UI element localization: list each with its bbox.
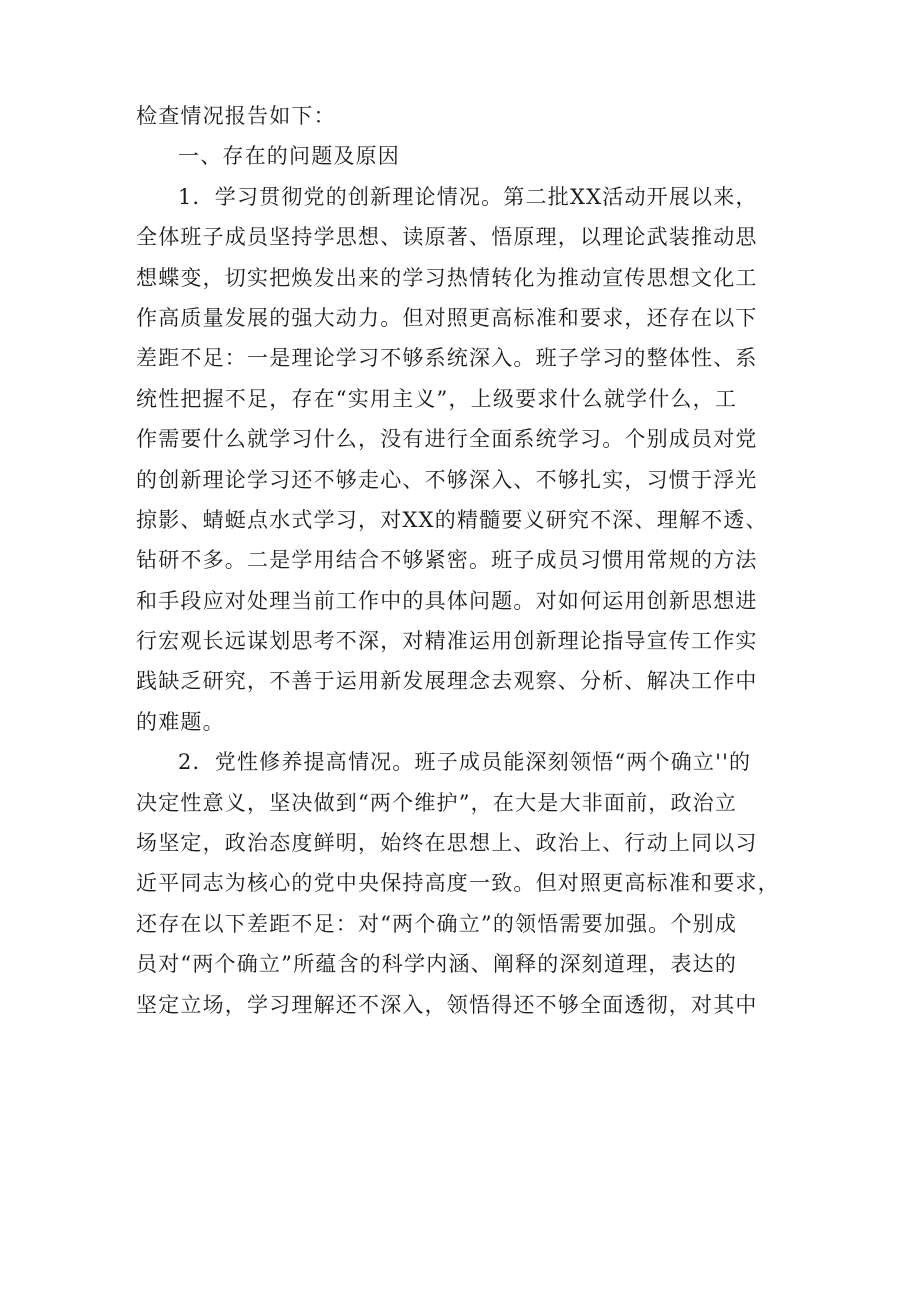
text-line: 掠影、蜻蜓点水式学习，对XX的精髓要义研究不深、理解不透、: [136, 507, 768, 532]
text-line: 的创新理论学习还不够走心、不够深入、不够扎实，习惯于浮光: [136, 467, 758, 492]
text-line: 作高质量发展的强大动力。但对照更高标准和要求，还存在以下: [136, 305, 758, 330]
text-line: 决定性意义，坚决做到“两个维护”，在大是大非面前，政治立: [136, 790, 738, 815]
text-line: 统性把握不足，存在“实用主义”，上级要求什么就学什么，工: [136, 386, 738, 411]
section-heading: 一、存在的问题及原因: [178, 144, 400, 169]
paragraph-2-first-line: 2．党性修养提高情况。班子成员能深刻领悟“两个确立''的: [178, 750, 752, 775]
text-line: 全体班子成员坚持学思想、读原著、悟原理，以理论武装推动思: [136, 225, 758, 250]
text-line: 和手段应对处理当前工作中的具体问题。对如何运用创新思想进: [136, 588, 758, 613]
text-line: 坚定立场，学习理解还不深入，领悟得还不够全面透彻，对其中: [136, 992, 758, 1017]
paragraph-1-first-line: 1．学习贯彻党的创新理论情况。第二批XX活动开展以来，: [178, 184, 758, 209]
text-line: 作需要什么就学习什么，没有进行全面系统学习。个别成员对党: [136, 427, 758, 452]
text-line: 还存在以下差距不足：对“两个确立”的领悟需要加强。个别成: [136, 911, 738, 936]
text-line: 想蝶变，切实把焕发出来的学习热情转化为推动宣传思想文化工: [136, 265, 758, 290]
text-line: 差距不足：一是理论学习不够系统深入。班子学习的整体性、系: [136, 346, 758, 371]
text-line: 员对“两个确立”所蕴含的科学内涵、阐释的深刻道理，表达的: [136, 952, 738, 977]
text-line: 的难题。: [136, 709, 225, 734]
text-line: 践缺乏研究，不善于运用新发展理念去观察、分析、解决工作中: [136, 669, 758, 694]
text-line: 行宏观长远谋划思考不深，对精准运用创新理论指导宣传工作实: [136, 629, 758, 654]
text-line: 钻研不多。二是学用结合不够紧密。班子成员习惯用常规的方法: [136, 548, 758, 573]
text-line: 检查情况报告如下：: [136, 104, 336, 128]
text-line: 近平同志为核心的党中央保持高度一致。但对照更高标准和要求，: [136, 871, 780, 896]
document-body: [136, 96, 791, 1025]
text-line: 场坚定，政治态度鲜明，始终在思想上、政治上、行动上同以习: [136, 831, 758, 856]
